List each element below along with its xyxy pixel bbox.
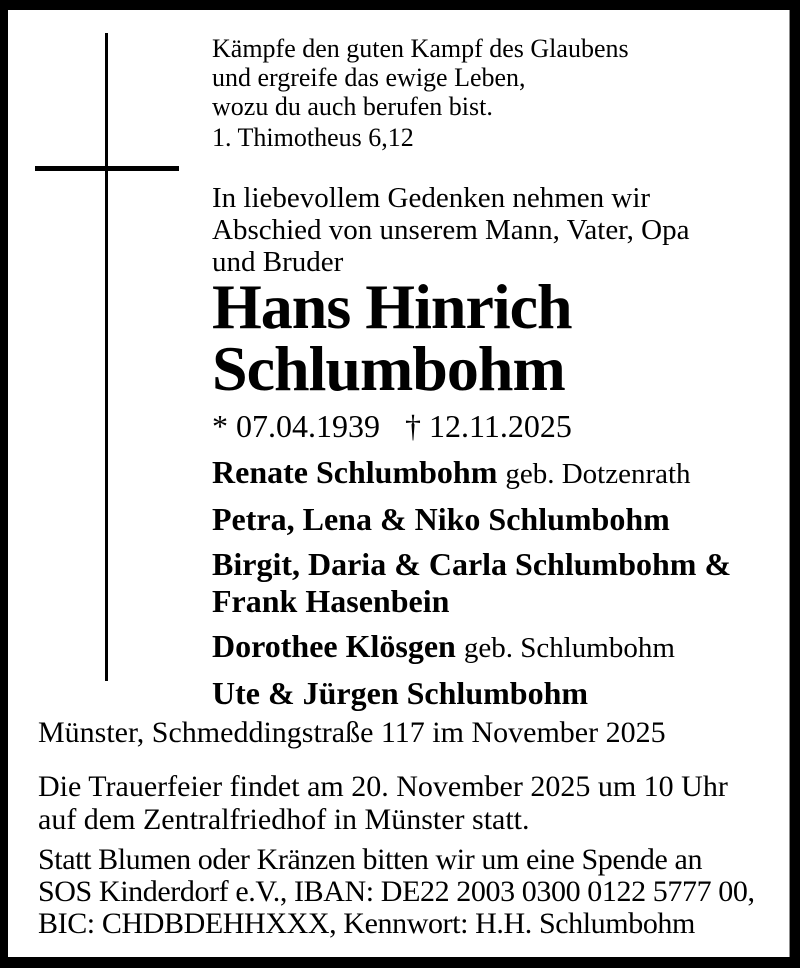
mourner-entry [212, 675, 792, 712]
deceased-name [212, 271, 572, 404]
address-line: Münster, Schmeddingstraße 117 im November 2025 [38, 716, 666, 749]
quote-line: und ergreife das ewige Leben, [212, 63, 526, 92]
cross-icon-horizontal-bar [35, 166, 179, 171]
mourners-list [212, 454, 792, 720]
mourner-entry [212, 501, 792, 538]
mourner-maiden-name: geb. Dotzenrath [505, 458, 691, 490]
mourner-entry [212, 546, 792, 620]
quote-line: Kämpfe den guten Kampf des Glaubens [212, 34, 629, 63]
birth-date: * 07.04.1939 [212, 408, 380, 444]
cross-icon-vertical-bar [105, 33, 108, 681]
death-date: † 12.11.2025 [405, 408, 572, 444]
mourner-name: Ute & Jürgen Schlumbohm [212, 675, 589, 711]
quote-line: wozu du auch berufen bist. [212, 92, 493, 121]
funeral-info-line: Die Trauerfeier findet am 20. November 2025 um 10 Uhr [38, 770, 728, 803]
intro-line: und Bruder [212, 246, 344, 278]
funeral-info-line: auf dem Zentralfriedhof in Münster statt. [38, 803, 530, 836]
mourner-entry [212, 454, 792, 493]
deceased-name-line2: Schlumbohm [212, 333, 565, 404]
donation-info-line: Statt Blumen oder Kränzen bitten wir um eine Spende an [38, 843, 703, 876]
funeral-info [38, 770, 728, 836]
deceased-name-line1: Hans Hinrich [212, 271, 572, 342]
donation-info-line: SOS Kinderdorf e.V., IBAN: DE22 2003 0300 0122 5777 00, [38, 875, 755, 908]
mourner-name: Birgit, Daria & Carla Schlumbohm & Frank Hasenbein [212, 546, 732, 619]
scripture-reference: 1. Thimotheus 6,12 [212, 123, 414, 152]
intro-line: In liebevollem Gedenken nehmen wir [212, 182, 651, 214]
mourner-entry [212, 628, 792, 667]
intro-text [212, 182, 690, 278]
intro-line: Abschied von unserem Mann, Vater, Opa [212, 214, 690, 246]
mourner-maiden-name: geb. Schlumbohm [463, 632, 675, 664]
mourner-name: Dorothee Klösgen [212, 628, 456, 664]
donation-info [38, 844, 755, 940]
obituary-page [8, 10, 790, 957]
donation-info-line: BIC: CHDBDEHHXXX, Kennwort: H.H. Schlumbohm [38, 907, 695, 940]
life-dates [212, 408, 572, 444]
mourner-name: Renate Schlumbohm [212, 454, 498, 490]
mourner-name: Petra, Lena & Niko Schlumbohm [212, 501, 670, 537]
scripture-quote [212, 34, 629, 152]
